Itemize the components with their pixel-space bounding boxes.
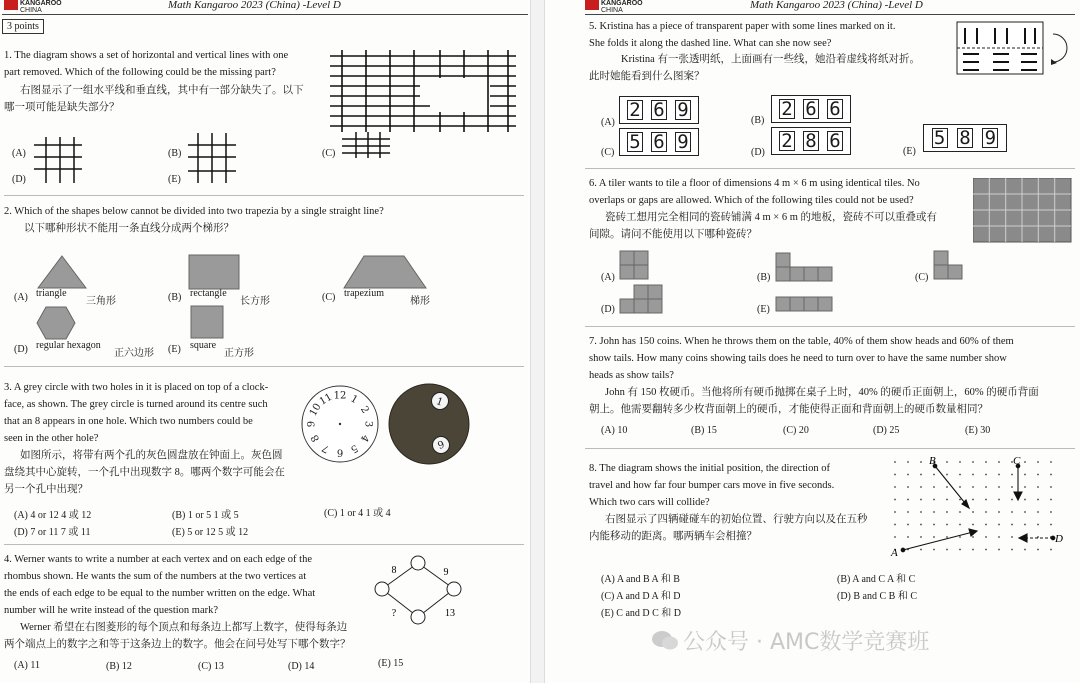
grid-dot	[894, 511, 896, 513]
grid-dot	[1011, 499, 1013, 501]
q7-text-en-2: show tails. How many coins showing tails does he need to turn over to have the same number show	[589, 353, 1007, 364]
grid-dot	[985, 549, 987, 551]
q3-text-en-2: face, as shown. The grey circle is turned around its centre such	[4, 399, 268, 410]
q6-option-c[interactable]: (C)	[915, 272, 929, 283]
q7-option-b[interactable]: (B) 15	[691, 425, 717, 436]
grid-dot	[959, 511, 961, 513]
grid-dot	[907, 474, 909, 476]
section-rule	[4, 366, 524, 367]
grid-dot	[1050, 511, 1052, 513]
grid-dot	[998, 461, 1000, 463]
q4-text-zh-1: Werner 希望在右图菱形的每个顶点和每条边上都写上数字，使得每条边	[20, 622, 348, 633]
grid-dot	[894, 499, 896, 501]
car-c-label: C	[1013, 455, 1021, 467]
grid-dot	[1050, 499, 1052, 501]
rhombus-diagram	[368, 552, 468, 630]
q4-text-zh-2: 两个端点上的数字之和等于这条边上的数字。他会在问号处写下哪个数字？	[4, 639, 351, 650]
grid-dot	[985, 461, 987, 463]
grid-dot	[894, 474, 896, 476]
q5-option-b-display: 2 6 6	[771, 95, 851, 123]
clock-number: 12	[333, 390, 347, 402]
section-rule	[4, 195, 524, 196]
grid-dot	[907, 486, 909, 488]
q3-option-e[interactable]: (E) 5 or 12 5 或 12	[172, 527, 249, 538]
grid-dot	[920, 486, 922, 488]
grid-dot	[920, 549, 922, 551]
q3-option-c[interactable]: (C) 1 or 4 1 或 4	[324, 508, 391, 519]
grid-dot	[933, 486, 935, 488]
grid-dot	[1050, 474, 1052, 476]
rhombus-label-8: 8	[391, 565, 397, 576]
q4-option-c[interactable]: (C) 13	[198, 661, 224, 672]
grid-dot	[920, 524, 922, 526]
triangle-shape	[36, 254, 88, 290]
grid-dot	[1011, 511, 1013, 513]
grid-dot	[920, 461, 922, 463]
q5-option-e[interactable]: (E)	[903, 146, 916, 157]
q5-option-c[interactable]: (C)	[601, 147, 615, 158]
q1-option-b-figure	[188, 133, 238, 185]
q8-option-a[interactable]: (A) A and B A 和 B	[601, 574, 680, 585]
q5-text-en-2: She folds it along the dashed line. What can she now see?	[589, 38, 832, 49]
q5-option-a-display: 2 6 9	[619, 96, 699, 124]
q2-text-en: 2. Which of the shapes below cannot be divided into two trapezia by a single straight line?	[4, 206, 384, 217]
rectangle-shape	[188, 254, 240, 290]
q1-option-c-figure	[342, 132, 392, 158]
q5-option-d[interactable]: (D)	[751, 147, 765, 158]
bumper-cars-diagram	[885, 452, 1065, 562]
grid-dot	[959, 499, 961, 501]
q2-option-c-label: trapezium	[344, 288, 384, 299]
q8-option-c[interactable]: (C) A and D A 和 D	[601, 591, 681, 602]
grid-dot	[894, 461, 896, 463]
q8-text-zh-1: 右图显示了四辆碰碰车的初始位置、行驶方向以及在五秒	[605, 514, 868, 525]
grid-dot	[946, 549, 948, 551]
q2-option-e-zh: 正方形	[224, 348, 254, 359]
grid-dot	[894, 524, 896, 526]
wechat-icon	[651, 628, 679, 652]
q5-option-b[interactable]: (B)	[751, 115, 765, 126]
grid-dot	[1037, 461, 1039, 463]
q2-option-a[interactable]: (A)	[14, 292, 28, 303]
q2-option-c-zh: 梯形	[410, 296, 430, 307]
grid-dot	[933, 536, 935, 538]
q6-option-d[interactable]: (D)	[601, 304, 615, 315]
q8-text-zh-2: 内能移动的距离。哪两辆车会相撞？	[589, 531, 757, 542]
grid-dot	[1024, 549, 1026, 551]
grid-dot	[1050, 486, 1052, 488]
grid-dot	[907, 499, 909, 501]
q2-option-b[interactable]: (B)	[168, 292, 182, 303]
grid-dot	[907, 536, 909, 538]
header-rule	[2, 14, 528, 15]
grid-dot	[972, 549, 974, 551]
grid-dot	[933, 524, 935, 526]
grid-dot	[1024, 474, 1026, 476]
grid-dot	[1050, 524, 1052, 526]
q7-option-c[interactable]: (C) 20	[783, 425, 809, 436]
q7-text-en-3: heads as show tails?	[589, 370, 674, 381]
tile-d-figure	[619, 284, 665, 316]
q1-option-d[interactable]: (D)	[12, 174, 26, 185]
q2-option-e-label: square	[190, 340, 217, 351]
q1-grid-figure	[330, 50, 520, 132]
grid-dot	[946, 474, 948, 476]
q2-option-c[interactable]: (C)	[322, 292, 336, 303]
clock-number: 3	[362, 420, 374, 428]
trapezium-shape	[342, 254, 428, 290]
section-rule	[585, 448, 1075, 449]
clock-face	[300, 384, 380, 464]
tile-c-figure	[933, 250, 965, 282]
car-a-label: A	[891, 547, 898, 559]
grid-dot	[972, 524, 974, 526]
q2-option-b-zh: 长方形	[240, 296, 270, 307]
clock-number: 9	[306, 420, 318, 428]
header-rule	[585, 14, 1075, 15]
grid-dot	[1024, 486, 1026, 488]
grid-dot	[946, 524, 948, 526]
grid-dot	[946, 536, 948, 538]
q4-option-a[interactable]: (A) 11	[14, 660, 41, 671]
grid-dot	[946, 486, 948, 488]
q3-option-b[interactable]: (B) 1 or 5 1 或 5	[172, 510, 239, 521]
grid-dot	[1011, 474, 1013, 476]
q1-option-c[interactable]: (C)	[322, 148, 336, 159]
logo-text: KANGAROO	[20, 0, 62, 7]
q3-text-en-4: seen in the other hole?	[4, 433, 99, 444]
q6-text-en-2: overlaps or gaps are allowed. Which of the following tiles could not be used?	[589, 195, 914, 206]
section-rule	[585, 168, 1075, 169]
grid-dot	[1024, 511, 1026, 513]
q4-text-en-1: 4. Werner wants to write a number at each vertex and on each edge of the	[4, 554, 312, 565]
rhombus-label-9: 9	[443, 567, 449, 578]
q7-text-en-1: 7. John has 150 coins. When he throws them on the table, 40% of them show heads and 60% of them	[589, 336, 1014, 347]
grid-dot	[998, 499, 1000, 501]
q1-text-zh-1: 右图显示了一组水平线和垂直线，其中有一部分缺失了。以下	[20, 85, 304, 96]
floor-grid-figure	[973, 178, 1073, 244]
grid-dot	[959, 536, 961, 538]
q2-option-a-label: triangle	[36, 288, 67, 299]
grid-dot	[998, 524, 1000, 526]
q1-text-en-1: 1. The diagram shows a set of horizontal and vertical lines with one	[4, 50, 289, 61]
grid-dot	[1011, 549, 1013, 551]
q2-option-d[interactable]: (D)	[14, 344, 28, 355]
q7-text-zh-2: 朝上。他需要翻转多少枚背面朝上的硬币，才能使得正面和背面朝上的硬币数量相同？	[589, 404, 988, 415]
grid-dot	[1037, 499, 1039, 501]
logo-text: KANGAROO	[601, 0, 643, 7]
q1-option-e[interactable]: (E)	[168, 174, 181, 185]
grid-dot	[985, 536, 987, 538]
q7-option-e[interactable]: (E) 30	[965, 425, 991, 436]
square-shape	[190, 305, 224, 339]
q8-text-en-1: 8. The diagram shows the initial position, the direction of	[589, 463, 830, 474]
clock-number: 4	[357, 432, 371, 444]
car-b-label: B	[929, 455, 936, 467]
book-gutter	[530, 0, 545, 683]
q2-option-b-label: rectangle	[190, 288, 227, 299]
grid-dot	[920, 474, 922, 476]
q5-option-d-display: 2 8 6	[771, 127, 851, 155]
car-d-label: D	[1055, 533, 1063, 545]
q2-option-d-zh: 正六边形	[114, 348, 154, 359]
grid-dot	[933, 499, 935, 501]
kangaroo-logo-icon	[4, 0, 18, 10]
grid-dot	[1050, 549, 1052, 551]
transparent-paper-figure	[955, 20, 1075, 76]
rhombus-label-question: ?	[391, 608, 397, 619]
grid-dot	[998, 486, 1000, 488]
grid-dot	[946, 511, 948, 513]
q6-option-b[interactable]: (B)	[757, 272, 771, 283]
q7-option-d[interactable]: (D) 25	[873, 425, 900, 436]
q8-text-en-2: travel and how far four bumper cars move in five seconds.	[589, 480, 835, 491]
section-rule	[4, 544, 524, 545]
q6-option-e[interactable]: (E)	[757, 304, 770, 315]
section-rule	[585, 326, 1075, 327]
clock-number: 1	[348, 393, 360, 407]
grid-dot	[998, 511, 1000, 513]
q2-option-d-label: regular hexagon	[36, 340, 101, 351]
q3-option-a[interactable]: (A) 4 or 12 4 或 12	[14, 510, 92, 521]
header-title: Math Kangaroo 2023 (China) -Level D	[168, 0, 341, 11]
grid-dot	[1024, 461, 1026, 463]
tile-e-figure	[775, 296, 835, 314]
grid-dot	[998, 549, 1000, 551]
q2-option-e[interactable]: (E)	[168, 344, 181, 355]
rhombus-label-13: 13	[445, 608, 455, 619]
q6-option-a[interactable]: (A)	[601, 272, 615, 283]
right-page	[545, 0, 1080, 683]
grid-dot	[933, 474, 935, 476]
q1-option-b[interactable]: (B)	[168, 148, 182, 159]
kangaroo-logo-icon	[585, 0, 599, 10]
grid-dot	[972, 486, 974, 488]
grid-dot	[959, 486, 961, 488]
hole-1-number: 1	[434, 396, 445, 409]
q3-text-en-1: 3. A grey circle with two holes in it is placed on top of a clock-	[4, 382, 269, 393]
clock-number: 11	[317, 391, 335, 408]
q7-option-a[interactable]: (A) 10	[601, 425, 628, 436]
grid-dot	[1050, 461, 1052, 463]
grid-dot	[998, 536, 1000, 538]
q8-option-e[interactable]: (E) C and D C 和 D	[601, 608, 681, 619]
grid-dot	[946, 461, 948, 463]
q3-text-zh-1: 如图所示，将带有两个孔的灰色圆盘放在钟面上。灰色圆	[20, 450, 283, 461]
grid-dot	[907, 511, 909, 513]
grid-dot	[985, 499, 987, 501]
grid-dot	[972, 474, 974, 476]
q8-option-d[interactable]: (D) B and C B 和 C	[837, 591, 917, 602]
hole-2-number: 6	[435, 437, 446, 450]
q4-text-en-3: the ends of each edge to be equal to the number written on the edge. What	[4, 588, 316, 599]
grid-dot	[920, 511, 922, 513]
q2-text-zh: 以下哪种形状不能用一条直线分成两个梯形？	[24, 223, 234, 234]
q5-option-a[interactable]: (A)	[601, 117, 615, 128]
grid-dot	[972, 536, 974, 538]
q5-text-zh-2: 此时她能看到什么图案？	[589, 71, 705, 82]
q3-text-zh-3: 另一个孔中出现？	[4, 484, 88, 495]
q4-text-en-4: number will he write instead of the question mark?	[4, 605, 219, 616]
q4-text-en-2: rhombus shown. He wants the sum of the numbers at the two vertices at	[4, 571, 307, 582]
clock-number: 7	[320, 441, 332, 455]
tile-a-figure	[619, 250, 651, 282]
grid-dot	[1024, 524, 1026, 526]
points-label: 3 points	[2, 19, 44, 34]
q2-option-a-zh: 三角形	[86, 296, 116, 307]
grid-dot	[920, 536, 922, 538]
grid-dot	[972, 461, 974, 463]
grid-dot	[894, 486, 896, 488]
grid-dot	[972, 499, 974, 501]
clock-number: 8	[309, 432, 323, 444]
watermark: 公众号 · AMC数学竞赛班	[683, 630, 930, 655]
q1-option-a[interactable]: (A)	[12, 148, 26, 159]
q5-text-en-1: 5. Kristina has a piece of transparent paper with some lines marked on it.	[589, 21, 896, 32]
q5-text-zh-1: Kristina 有一张透明纸，上面画有一些线，她沿着虚线将纸对折。	[621, 54, 920, 65]
clock-number: 5	[348, 441, 360, 455]
grid-dot	[1011, 536, 1013, 538]
grid-dot	[1037, 511, 1039, 513]
grid-dot	[1037, 549, 1039, 551]
grid-dot	[907, 524, 909, 526]
q1-text-en-2: part removed. Which of the following could be the missing part?	[4, 67, 276, 78]
clock-number: 2	[357, 404, 371, 416]
grid-dot	[1011, 524, 1013, 526]
grid-dot	[959, 524, 961, 526]
grid-dot	[959, 461, 961, 463]
grid-dot	[1037, 524, 1039, 526]
grid-dot	[959, 549, 961, 551]
grid-dot	[985, 524, 987, 526]
grid-dot	[933, 549, 935, 551]
q3-text-en-3: that an 8 appears in one hole. Which two numbers could be	[4, 416, 253, 427]
grid-dot	[933, 511, 935, 513]
header-title: Math Kangaroo 2023 (China) -Level D	[750, 0, 923, 11]
grid-dot	[946, 499, 948, 501]
grid-dot	[959, 474, 961, 476]
q1-text-zh-2: 哪一项可能是缺失部分？	[4, 102, 120, 113]
grid-dot	[1037, 474, 1039, 476]
q6-text-zh-2: 间隙。请问不能使用以下哪种瓷砖？	[589, 229, 757, 240]
q3-option-d[interactable]: (D) 7 or 11 7 或 11	[14, 527, 91, 538]
grid-dot	[907, 461, 909, 463]
grid-dot	[920, 499, 922, 501]
q4-option-e[interactable]: (E) 15	[378, 658, 404, 669]
grid-dot	[972, 511, 974, 513]
grid-dot	[985, 486, 987, 488]
q8-option-b[interactable]: (B) A and C A 和 C	[837, 574, 916, 585]
grid-dot	[1037, 486, 1039, 488]
q4-option-b[interactable]: (B) 12	[106, 661, 132, 672]
left-page	[0, 0, 530, 683]
grid-dot	[894, 536, 896, 538]
tile-b-figure	[775, 252, 847, 284]
q4-option-d[interactable]: (D) 14	[288, 661, 315, 672]
clock-number: 6	[336, 446, 344, 458]
hexagon-shape	[36, 305, 76, 341]
grid-dot	[985, 511, 987, 513]
q5-option-c-display: 5 6 9	[619, 128, 699, 156]
grid-dot	[1011, 486, 1013, 488]
grid-dot	[1024, 499, 1026, 501]
logo-subtext: CHINA	[20, 7, 42, 14]
q3-text-zh-2: 盘绕其中心旋转，一个孔中出现数字 8。哪两个数字可能会在	[4, 467, 285, 478]
q8-text-en-3: Which two cars will collide?	[589, 497, 710, 508]
grid-dot	[985, 474, 987, 476]
logo-subtext: CHINA	[601, 7, 623, 14]
grey-disc	[388, 383, 470, 465]
q6-text-zh-1: 瓷砖工想用完全相同的瓷砖铺满 4 m × 6 m 的地板，瓷砖不可以重叠或有	[605, 212, 938, 223]
q5-option-e-display: 5 8 9	[923, 124, 1007, 152]
q7-text-zh-1: John 有 150 枚硬币。当他将所有硬币抛掷在桌子上时，40% 的硬币正面朝上，60% 的硬币背面	[605, 387, 1039, 398]
q6-text-en-1: 6. A tiler wants to tile a floor of dimensions 4 m × 6 m using identical tiles. No	[589, 178, 920, 189]
q1-option-a-figure	[34, 135, 84, 185]
grid-dot	[998, 474, 1000, 476]
clock-number: 10	[307, 401, 324, 419]
